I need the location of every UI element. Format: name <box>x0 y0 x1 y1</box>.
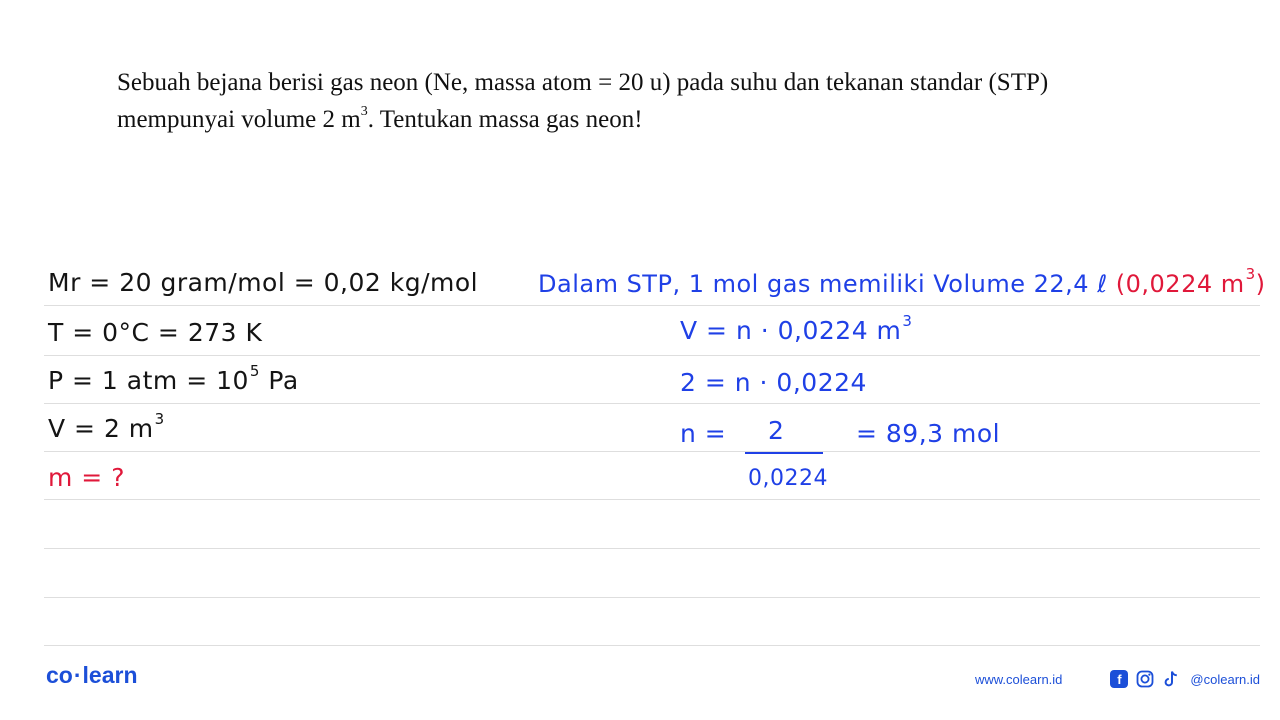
known-temperature: T = 0°C = 273 K <box>48 318 263 347</box>
social-handle[interactable]: @colearn.id <box>1190 671 1260 687</box>
problem-line-2 <box>117 101 1257 138</box>
pressure-unit: Pa <box>259 366 299 395</box>
problem-line-2-end: . Tentukan massa gas neon! <box>367 106 643 133</box>
equation-n-lhs: n = <box>680 419 727 448</box>
instagram-icon[interactable] <box>1136 670 1154 688</box>
problem-line-2-text: mempunyai volume 2 m <box>117 106 361 133</box>
moles-result: = 89,3 mol <box>856 419 1001 448</box>
stp-note-conversion <box>1115 265 1266 298</box>
equation-volume-exponent: 3 <box>902 311 913 330</box>
colearn-logo <box>46 662 138 689</box>
logo-learn: learn <box>82 662 138 688</box>
known-molar-mass: Mr = 20 gram/mol = 0,02 kg/mol <box>48 268 479 297</box>
stp-note-text: Dalam STP, 1 mol gas memiliki Volume 22,4 ℓ <box>538 270 1108 298</box>
conversion-value: (0,0224 m <box>1115 270 1245 298</box>
logo-dot: · <box>73 662 82 688</box>
website-link[interactable]: www.colearn.id <box>974 671 1063 687</box>
problem-volume-exponent: 3 <box>360 103 368 119</box>
ruled-line <box>44 597 1260 598</box>
pressure-value: P = 1 atm = 10 <box>48 366 249 395</box>
fraction-denominator: 0,0224 <box>748 466 828 491</box>
equation-volume <box>680 311 913 345</box>
ruled-line <box>44 548 1260 549</box>
ruled-line <box>44 305 1260 306</box>
conversion-close: ) <box>1255 270 1266 298</box>
volume-value: V = 2 m <box>48 414 154 443</box>
ruled-line <box>44 355 1260 356</box>
fraction-numerator: 2 <box>768 416 785 445</box>
logo-co: co <box>46 662 73 688</box>
problem-line-1: Sebuah bejana berisi gas neon (Ne, massa atom = 20 u) pada suhu dan tekanan standar (STP) <box>117 69 1049 96</box>
ruled-line <box>44 645 1260 646</box>
ruled-line <box>44 499 1260 500</box>
tiktok-icon[interactable] <box>1162 670 1180 688</box>
known-volume <box>48 409 165 443</box>
pressure-exponent: 5 <box>249 361 260 380</box>
facebook-icon[interactable]: f <box>1110 670 1128 688</box>
ruled-line <box>44 451 1260 452</box>
unknown-mass: m = ? <box>48 463 125 492</box>
fraction-bar <box>745 452 823 454</box>
known-pressure <box>48 361 299 395</box>
stp-note <box>538 265 1266 298</box>
conversion-exponent: 3 <box>1245 265 1256 283</box>
equation-substituted: 2 = n · 0,0224 <box>680 368 867 397</box>
footer-contacts <box>975 670 1260 688</box>
volume-exponent: 3 <box>154 409 165 428</box>
equation-volume-text: V = n · 0,0224 m <box>680 316 902 345</box>
ruled-line <box>44 403 1260 404</box>
problem-statement <box>117 64 1257 138</box>
